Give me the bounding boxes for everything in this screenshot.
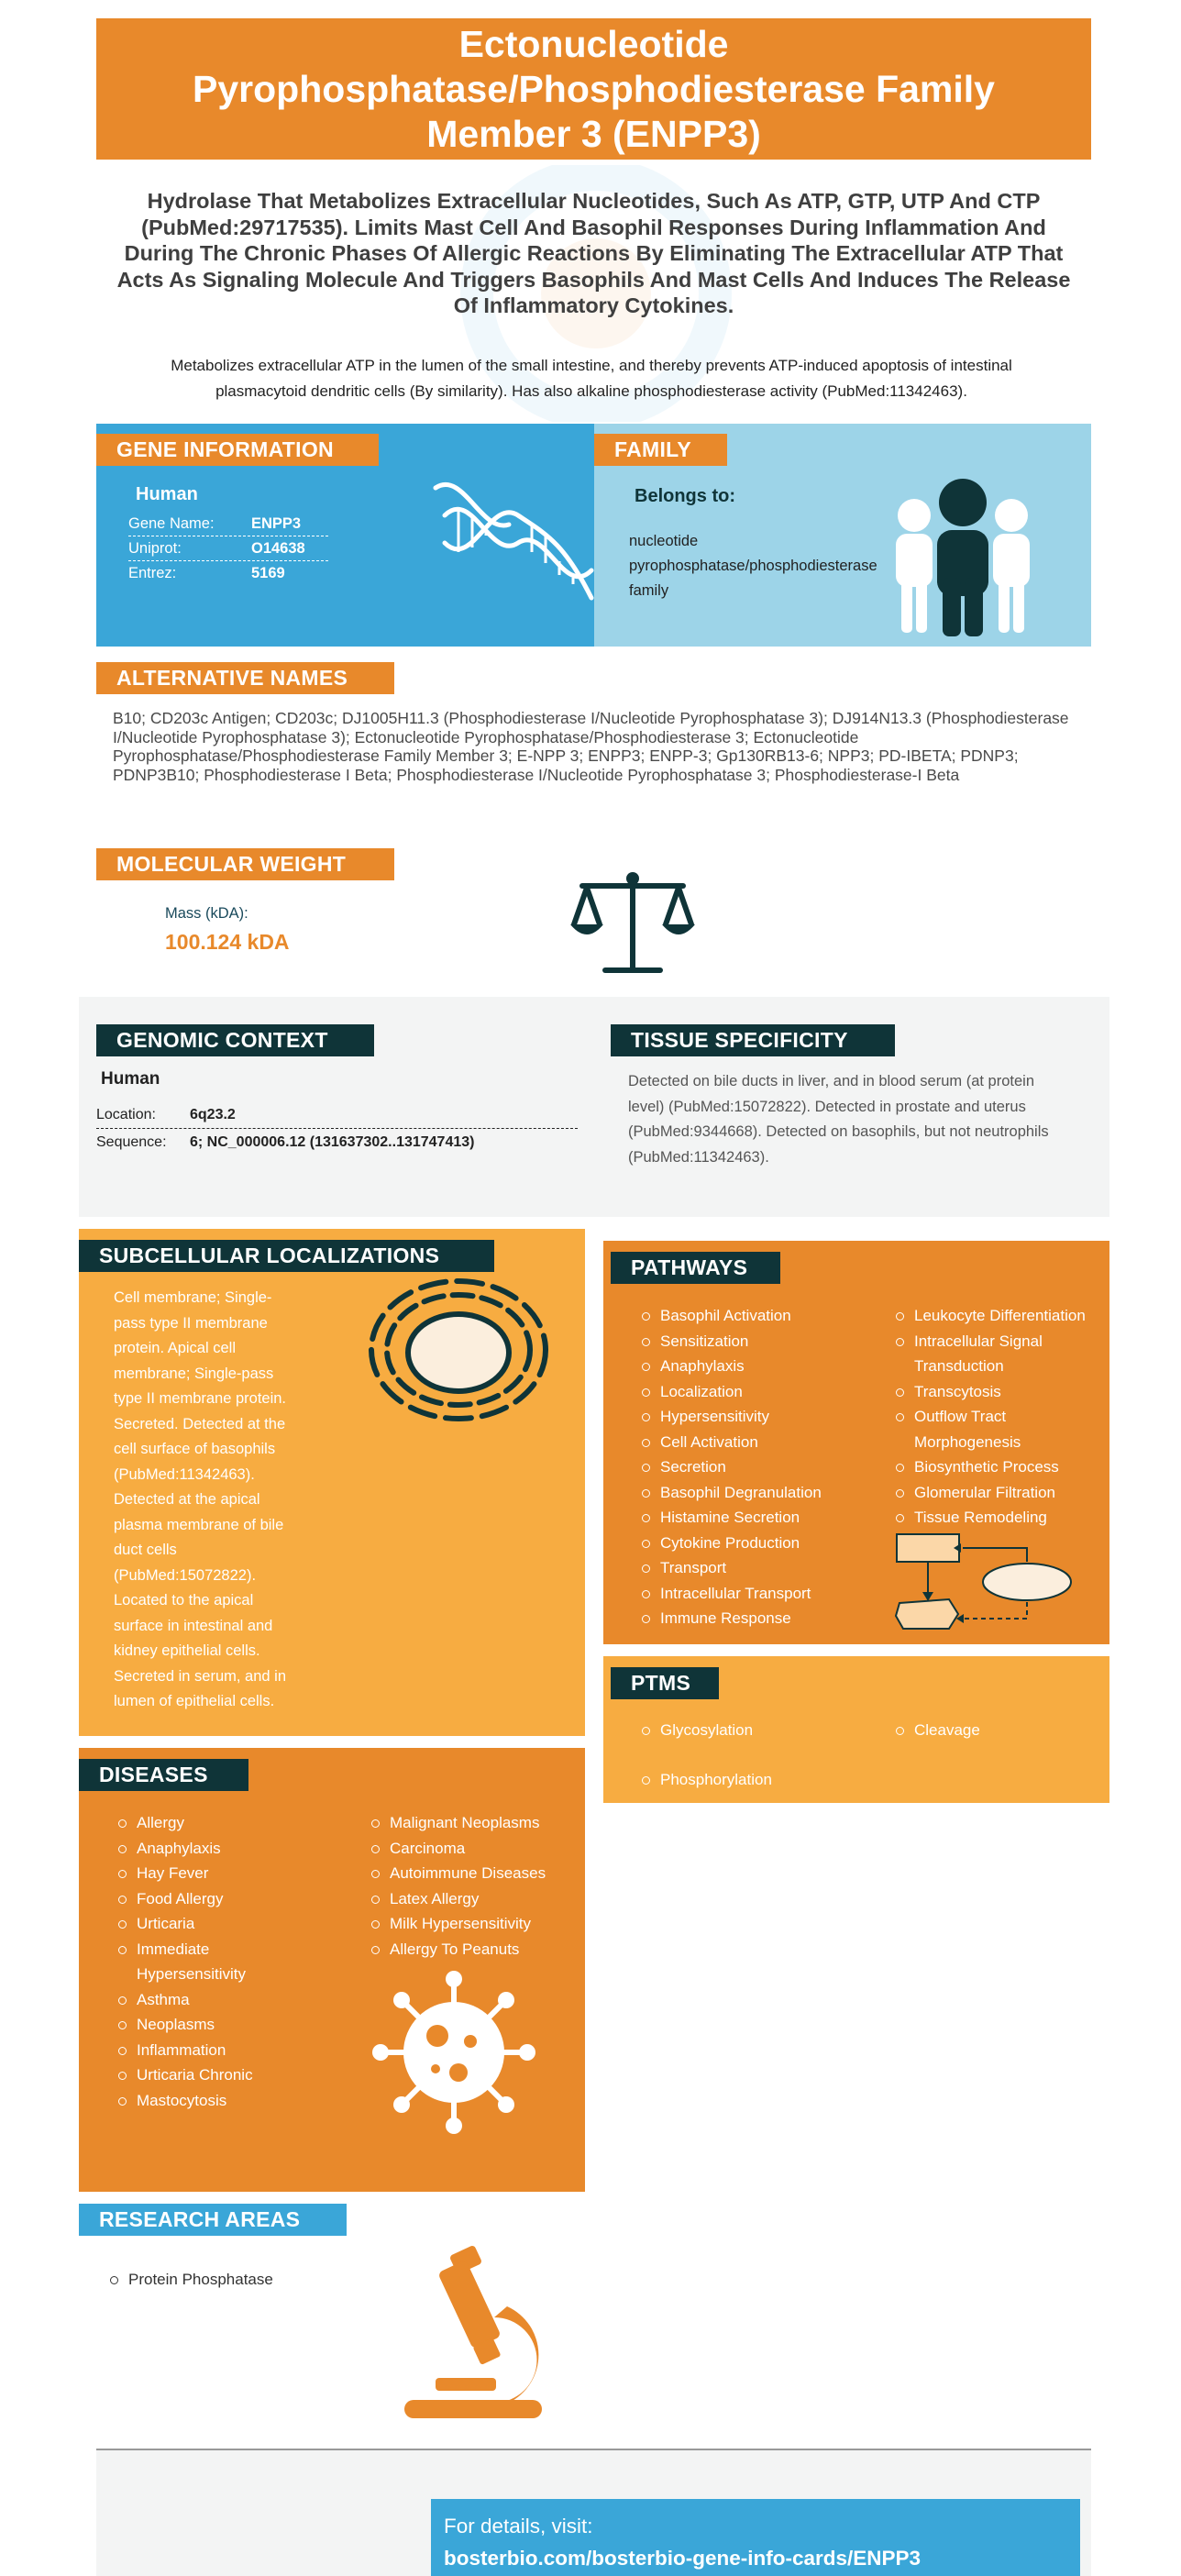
entrez-label: Entrez: <box>128 565 177 581</box>
diseases-heading: DISEASES <box>79 1759 248 1791</box>
footer-link[interactable]: bosterbio.com/bosterbio-gene-info-cards/ENPP3 <box>444 2547 922 2570</box>
ptms-list-col1 <box>640 1718 883 1792</box>
gene-organism: Human <box>136 484 198 504</box>
tissue-specificity-heading: TISSUE SPECIFICITY <box>611 1024 895 1056</box>
summary-text: Hydrolase That Metabolizes Extracellular Nucleotides, Such As ATP, GTP, UTP And CTP (PubMed:29717535). Limits Mast Cell And Basophil Responses During Inflammation And During The Chronic Phases Of Allergic Reactions By Eliminating The Extracellular ATP That Acts As Signaling Molecule And Triggers Basophils And Mast Cells And Induces The Release Of Inflammatory Cytokines. <box>116 189 1071 317</box>
cell-icon <box>362 1272 555 1428</box>
tissue-text: Detected on bile ducts in liver, and in blood serum (at protein level) (PubMed:15072822). Detected in prostate and uterus (PubMed:9344668). Detected on basophils, but not neutrophils (PubMed:11342463). <box>628 1073 1049 1166</box>
list-item: Latex Allergy <box>370 1886 576 1912</box>
diseases-list-col2 <box>370 1810 576 1962</box>
list-item: Urticaria Chronic <box>116 2062 259 2088</box>
mass-label: Mass (kDA): <box>165 905 248 922</box>
list-item: Cleavage <box>894 1718 1100 1743</box>
scale-icon <box>568 869 697 979</box>
pathways-list-col2 <box>894 1303 1100 1531</box>
pathways-heading: PATHWAYS <box>611 1252 780 1284</box>
title-banner <box>96 18 1091 160</box>
research-list <box>108 2267 347 2293</box>
location-label: Location: <box>96 1107 156 1122</box>
family-heading: FAMILY <box>594 434 727 466</box>
description-text: Metabolizes extracellular ATP in the lumen of the small intestine, and thereby prevents ATP-induced apoptosis of intestinal plasmacytoid dendritic cells (By similarity). Has also alkaline phosphodiesterase activity (PubMed:11342463). <box>171 357 1012 400</box>
list-item: Cytokine Production <box>640 1531 883 1556</box>
list-item: Allergy <box>116 1810 259 1836</box>
sequence-label: Sequence: <box>96 1133 167 1150</box>
list-item: Phosphorylation <box>640 1767 883 1793</box>
list-item: Malignant Neoplasms <box>370 1810 576 1836</box>
family-belongs-label: Belongs to: <box>635 486 735 506</box>
gene-name-label: Gene Name: <box>128 514 215 532</box>
gene-info-heading: GENE INFORMATION <box>96 434 379 466</box>
uniprot-value: O14638 <box>251 539 305 557</box>
alt-names-text: B10; CD203c Antigen; CD203c; DJ1005H11.3 (Phosphodiesterase I/Nucleotide Pyrophosphatase 3); DJ914N13.3 (Phosphodiesterase I/Nucleotide Pyrophosphatase 3); Ectonucleotide Pyrophosphatase/Phosphodiesterase 3; Ectonucleotide Pyrophosphatase/Phosphodiesterase Family Member 3; E-NPP 3; ENPP3; ENPP-3; Gp130RB13-6; NPP3; PD-IBETA; PDNP3; PDNP3B10; Phosphodiesterase I Beta; Phosphodiesterase I/Nucleotide Pyrophosphatase 3; Phosphodiesterase-I Beta <box>113 709 1069 784</box>
gene-name-row <box>128 512 328 536</box>
pathway-diagram-icon <box>894 1531 1077 1632</box>
microscope-icon <box>399 2242 546 2421</box>
list-item: Hypersensitivity <box>640 1404 883 1430</box>
uniprot-row <box>128 536 328 561</box>
list-item: Cell Activation <box>640 1430 883 1455</box>
list-item: Leukocyte Differentiation <box>894 1303 1100 1329</box>
list-item: Milk Hypersensitivity <box>370 1911 576 1937</box>
list-item: Basophil Activation <box>640 1303 883 1329</box>
list-item: Glycosylation <box>640 1718 883 1743</box>
list-item: Transport <box>640 1555 883 1581</box>
footer-line1: For details, visit: <box>444 2515 593 2537</box>
subcellular-text: Cell membrane; Single-pass type II membrane protein. Apical cell membrane; Single-pass type II membrane protein. Secreted. Detected at the cell surface of basophils (PubMed:11342463). Detected at the apical plasma membrane of bile duct cells (PubMed:15072822). Located to the apical surface in intestinal and kidney epithelial cells. Secreted in serum, and in lumen of epithelial cells. <box>114 1289 287 1709</box>
subcellular-heading: SUBCELLULAR LOCALIZATIONS <box>79 1240 494 1272</box>
list-item: Food Allergy <box>116 1886 259 1912</box>
list-item: Immune Response <box>640 1606 883 1631</box>
list-item: Biosynthetic Process <box>894 1454 1100 1480</box>
genomic-table <box>96 1102 578 1155</box>
list-item: Sensitization <box>640 1329 883 1354</box>
diseases-list-col1 <box>116 1810 259 2113</box>
mass-value: 100.124 kDA <box>165 930 290 954</box>
list-item: Transcytosis <box>894 1379 1100 1405</box>
list-item: Tissue Remodeling <box>894 1505 1100 1531</box>
list-item: Urticaria <box>116 1911 259 1937</box>
list-item: Immediate Hypersensitivity <box>116 1937 259 1987</box>
list-item: Intracellular Signal Transduction <box>894 1329 1100 1379</box>
family-value: nucleotide pyrophosphatase/phosphodiesterase family <box>629 533 877 599</box>
list-item: Neoplasms <box>116 2012 259 2038</box>
pathways-list-col1 <box>640 1303 883 1631</box>
entrez-value: 5169 <box>251 565 285 581</box>
page-title: Ectonucleotide Pyrophosphatase/Phosphodiesterase Family Member 3 (ENPP3) <box>193 22 995 155</box>
list-item: Secretion <box>640 1454 883 1480</box>
list-item: Localization <box>640 1379 883 1405</box>
gene-name-value: ENPP3 <box>251 514 302 532</box>
molecular-weight-heading: MOLECULAR WEIGHT <box>96 848 394 880</box>
research-areas-heading: RESEARCH AREAS <box>79 2204 347 2236</box>
virus-icon <box>371 1970 536 2135</box>
list-item: Mastocytosis <box>116 2088 259 2114</box>
location-row <box>96 1102 578 1129</box>
location-value: 6q23.2 <box>190 1107 236 1122</box>
list-item: Outflow Tract Morphogenesis <box>894 1404 1100 1454</box>
list-item: Histamine Secretion <box>640 1505 883 1531</box>
list-item: Basophil Degranulation <box>640 1480 883 1506</box>
list-item: Asthma <box>116 1987 259 2013</box>
list-item: Autoimmune Diseases <box>370 1861 576 1886</box>
sequence-value: 6; NC_000006.12 (131637302..131747413) <box>190 1133 475 1150</box>
list-item: Anaphylaxis <box>640 1354 883 1379</box>
people-icon <box>894 477 1032 637</box>
ptms-heading: PTMS <box>611 1667 719 1699</box>
uniprot-label: Uniprot: <box>128 539 182 557</box>
list-item: Inflammation <box>116 2038 259 2063</box>
genomic-organism: Human <box>101 1069 160 1089</box>
alt-names-heading: ALTERNATIVE NAMES <box>96 662 394 694</box>
dna-icon <box>426 479 610 635</box>
gene-info-table <box>128 512 328 586</box>
list-item: Protein Phosphatase <box>108 2267 347 2293</box>
list-item: Anaphylaxis <box>116 1836 259 1862</box>
genomic-context-heading: GENOMIC CONTEXT <box>96 1024 374 1056</box>
sequence-row <box>96 1129 578 1155</box>
list-item: Glomerular Filtration <box>894 1480 1100 1506</box>
list-item: Intracellular Transport <box>640 1581 883 1607</box>
list-item: Carcinoma <box>370 1836 576 1862</box>
entrez-row <box>128 561 328 586</box>
list-item: Allergy To Peanuts <box>370 1937 576 1962</box>
list-item: Hay Fever <box>116 1861 259 1886</box>
ptms-list-col2 <box>894 1718 1100 1743</box>
details-link-box[interactable] <box>431 2499 1080 2576</box>
